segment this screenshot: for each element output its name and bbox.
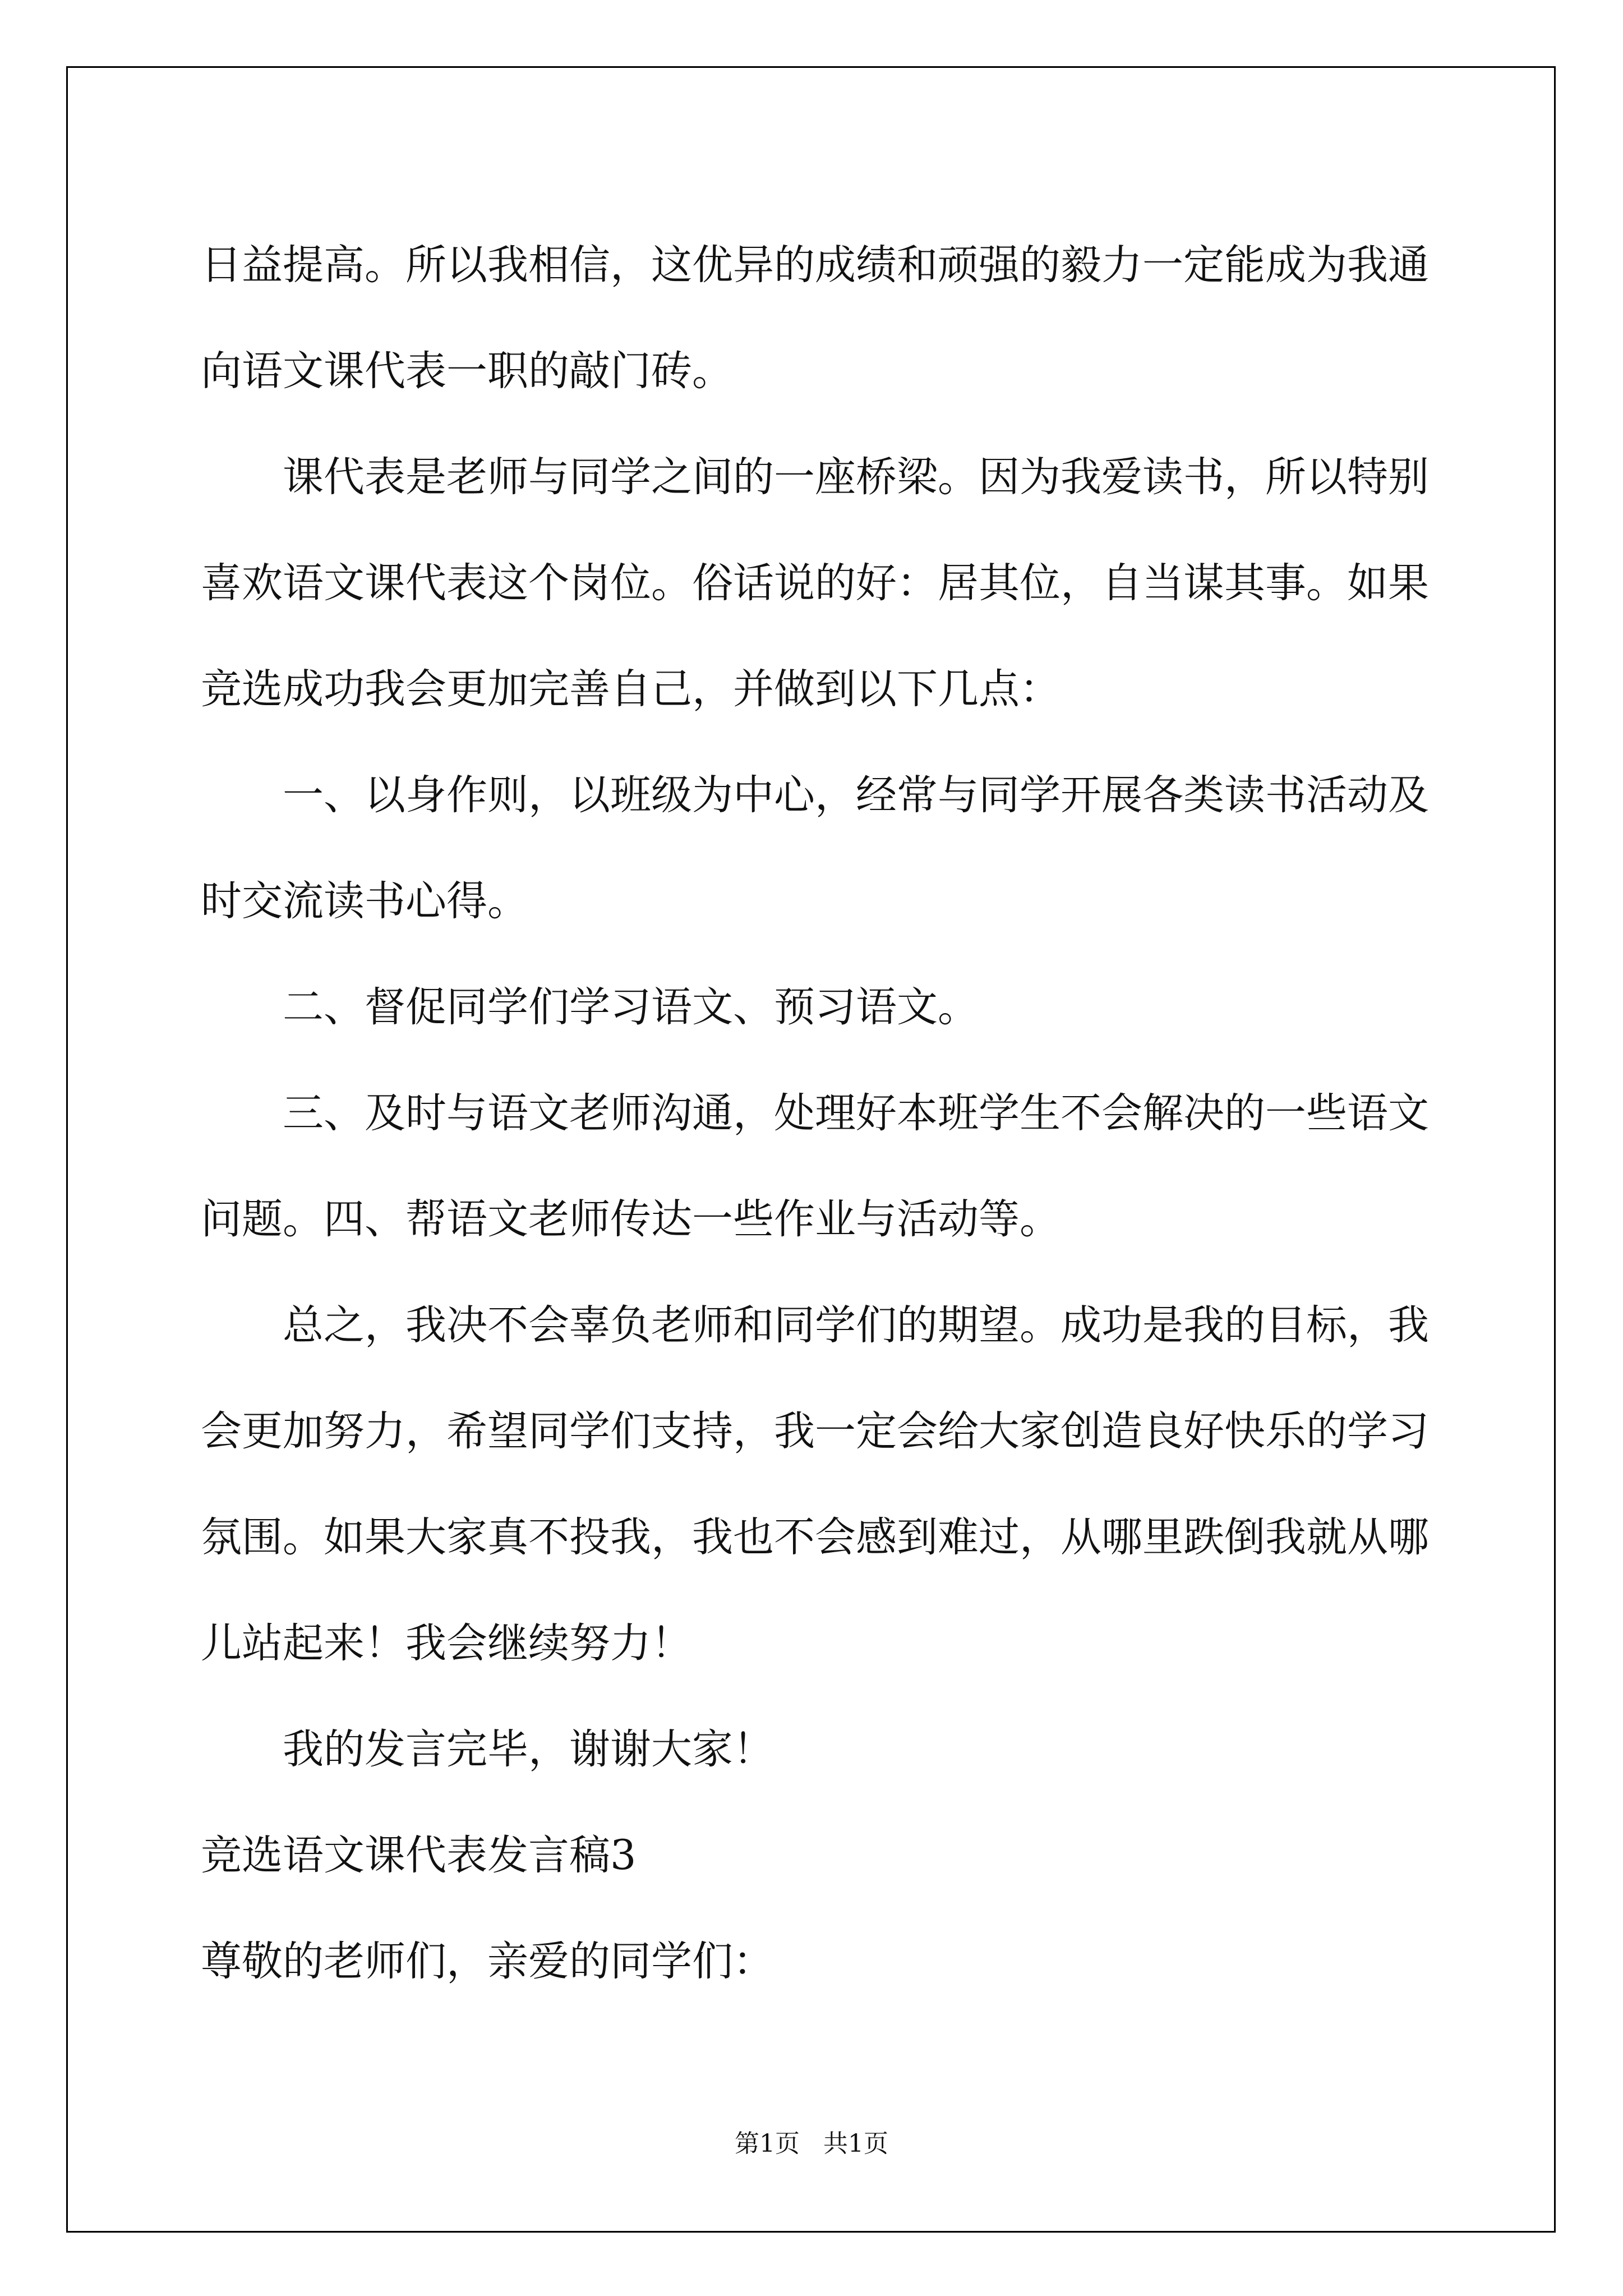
page-number-footer: 第1页 共1页 (735, 2129, 888, 2158)
paragraph-1: 日益提高。所以我相信，这优异的成绩和顽强的毅力一定能成为我通向语文课代表一职的敲门砖。 (201, 241, 1429, 395)
paragraph-4: 二、督促同学们学习语文、预习语文。 (283, 983, 979, 1031)
salutation: 尊敬的老师们，亲爱的同学们： (201, 1938, 774, 1985)
document-body (201, 212, 1435, 2014)
section-title: 竞选语文课代表发言稿3 (201, 1832, 637, 1879)
paragraph-3: 一、以身作则，以班级为中心，经常与同学开展各类读书活动及时交流读书心得。 (201, 771, 1429, 925)
paragraph-2: 课代表是老师与同学之间的一座桥梁。因为我爱读书，所以特别喜欢语文课代表这个岗位。俗话说的好：居其位，自当谋其事。如果竞选成功我会更加完善自己，并做到以下几点： (201, 453, 1429, 713)
paragraph-6: 总之，我决不会辜负老师和同学们的期望。成功是我的目标，我会更加努力，希望同学们支持，我一定会给大家创造良好快乐的学习氛围。如果大家真不投我，我也不会感到难过，从哪里跌倒我就从哪儿站起来！我会继续努力！ (201, 1301, 1429, 1667)
paragraph-7: 我的发言完毕，谢谢大家！ (283, 1726, 774, 1773)
paragraph-5: 三、及时与语文老师沟通，处理好本班学生不会解决的一些语文问题。四、帮语文老师传达一些作业与活动等。 (201, 1089, 1429, 1243)
